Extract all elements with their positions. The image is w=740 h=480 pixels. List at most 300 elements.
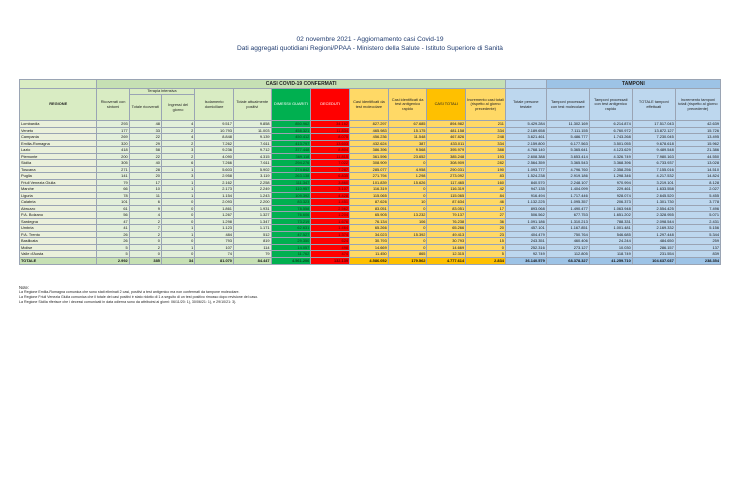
cell-increment: 20 (466, 225, 506, 232)
cell-t-mol: 1.310.213 (546, 218, 589, 225)
cell-region: Piemonte (20, 153, 97, 160)
cell-region: Toscana (20, 166, 97, 173)
cell-t-ant: 1.298.346 (589, 173, 632, 180)
cell-ant: 13.232 (388, 212, 427, 219)
covid-table-wrapper (19, 79, 721, 265)
cell-mol: 65.266 (350, 225, 389, 232)
cell-icu-new: 2 (161, 153, 194, 160)
cell-people-tested: 2.159.800 (505, 140, 546, 147)
cell-t-mol: 4.796.760 (546, 166, 589, 173)
cell-t-incr: 42.639 (675, 121, 720, 128)
cell-home: 107 (195, 244, 234, 251)
notes-title: Note: (19, 285, 30, 290)
cell-mol: 285.077 (350, 166, 389, 173)
covid-table (19, 79, 721, 265)
cell-deaths: 34.162 (311, 121, 350, 128)
cell-region: Puglia (20, 173, 97, 180)
cell-increment: 190 (466, 166, 506, 173)
cell-icu-new: 1 (161, 231, 194, 238)
cell-t-incr: 259 (675, 238, 720, 245)
cell-region: Abruzzo (20, 205, 97, 212)
cell-hosp: 79 (97, 179, 129, 186)
cell-t-mol: 6.177.563 (546, 140, 589, 147)
cell-deaths: 1.451 (311, 199, 350, 206)
cell-icu-new: 2 (161, 127, 194, 134)
cell-total-cases: 273.092 (427, 173, 466, 180)
cell-t-mol: 7.111.155 (546, 127, 589, 134)
cell-recovered: 29.350 (271, 238, 311, 245)
cell-hosp: 305 (97, 160, 129, 167)
cell-total-cases: 115.065 (427, 192, 466, 199)
cell-icu-new: 0 (161, 251, 194, 258)
cell-active: 819 (233, 238, 271, 245)
cell-active: 7.611 (233, 160, 271, 167)
col-total-cases: CASI TOTALI (427, 89, 466, 121)
cell-deaths: 13.603 (311, 140, 350, 147)
cell-t-ant: 928.074 (589, 192, 632, 199)
cell-recovered: 83.323 (271, 199, 311, 206)
cell-t-ant: 788.331 (589, 218, 632, 225)
cell-t-mol: 1.717.446 (546, 192, 589, 199)
cell-t-mol: 3.653.414 (546, 153, 589, 160)
cell-deaths: 8.804 (311, 147, 350, 154)
cell-increment: 282 (466, 160, 506, 167)
cell-deaths: 11.815 (311, 153, 350, 160)
cell-t-total: 9.678.618 (632, 140, 675, 147)
cell-t-ant: 4.326.749 (589, 153, 632, 160)
cell-t-total: 7.155.016 (632, 166, 675, 173)
cell-icu-total: 17 (129, 179, 161, 186)
cell-region: Campania (20, 134, 97, 141)
cell-active: 11.003 (233, 127, 271, 134)
cell-total-cases: 79.137 (427, 212, 466, 219)
cell-increment: 23 (466, 231, 506, 238)
cell-ant: 15.175 (388, 127, 427, 134)
cell-increment: 83 (466, 173, 506, 180)
cell-home: 5.603 (195, 166, 234, 173)
cell-recovered: 47.527 (271, 231, 311, 238)
cell-t-incr: 5.344 (675, 231, 720, 238)
cell-home: 74 (195, 251, 234, 258)
cell-increment: 42 (466, 186, 506, 193)
cell-people-tested: 404.479 (505, 231, 546, 238)
cell-mol: 308.909 (350, 160, 389, 167)
cell-icu-total: 9 (129, 205, 161, 212)
cell-mol: 101.839 (350, 179, 389, 186)
page-subtitle: Dati aggregati quotidiani Regioni/PPAA - Ministero della Salute - Istituto Superiore di Sanità (237, 45, 503, 52)
col-active: Totale attualmente positivi (233, 89, 271, 121)
cell-home: 1.298 (195, 218, 234, 225)
cell-icu-new: 1 (161, 225, 194, 232)
cell-recovered: 377.448 (271, 147, 311, 154)
cell-home: 7.266 (195, 160, 234, 167)
cell-icu-total: 28 (129, 166, 161, 173)
cell-people-tested: 4.768.140 (505, 147, 546, 154)
cell-mol: 115.065 (350, 192, 389, 199)
cell-ant: 0 (388, 244, 427, 251)
cell-people-tested: 893.068 (505, 205, 546, 212)
cell-t-ant: 6.214.874 (589, 121, 632, 128)
col-people-tested: Totale persone testate (505, 89, 546, 121)
cell-t-ant: 3.501.055 (589, 140, 632, 147)
cell-ant: 0 (388, 186, 427, 193)
cell-t-mol: 273.127 (546, 244, 589, 251)
cell-region: Calabria (20, 199, 97, 206)
cell-t-incr: 238.354 (675, 257, 720, 265)
cell-region: Veneto (20, 127, 97, 134)
col-icu-new: Ingressi del giorno (161, 95, 194, 121)
cell-increment: 0 (466, 244, 506, 251)
cell-people-tested: 1.524.238 (505, 173, 546, 180)
cell-region: Lombardia (20, 121, 97, 128)
cell-icu-new: 1 (161, 166, 194, 173)
cell-t-incr: 21.386 (675, 147, 720, 154)
cell-t-mol: 5.365.641 (546, 147, 589, 154)
cell-total-cases: 76.238 (427, 218, 466, 225)
cell-t-mol: 2.919.186 (546, 173, 589, 180)
cell-icu-total: 0 (129, 238, 161, 245)
cell-people-tested: 2.564.359 (505, 160, 546, 167)
cell-ant: 10 (388, 199, 427, 206)
col-icu-group: Terapia intensiva (129, 89, 195, 95)
cell-recovered: 369.118 (271, 153, 311, 160)
cell-recovered: 274.842 (271, 166, 311, 173)
cell-recovered: 11.762 (271, 251, 311, 258)
cell-recovered: 458.321 (271, 127, 311, 134)
col-ant: Casi identificati da test antigenico rapido (388, 89, 427, 121)
cell-deaths: 1.464 (311, 225, 350, 232)
cell-active: 79 (233, 251, 271, 258)
cell-icu-new: 1 (161, 186, 194, 193)
cell-deaths: 4.428 (311, 192, 350, 199)
cell-total-cases: 14.669 (427, 244, 466, 251)
cell-total-cases: 65.266 (427, 225, 466, 232)
cell-total-cases: 433.011 (427, 140, 466, 147)
cell-total-cases: 290.031 (427, 166, 466, 173)
cell-t-total: 9.489.548 (632, 147, 675, 154)
cell-t-incr: 839 (675, 251, 720, 258)
cell-region: Sicilia (20, 160, 97, 167)
notes-section (19, 285, 721, 305)
cell-icu-new: 3 (161, 147, 194, 154)
cell-mol: 4.586.052 (350, 257, 389, 265)
cell-increment: 2.834 (466, 257, 506, 265)
cell-hosp: 320 (97, 140, 129, 147)
cell-deaths: 11.834 (311, 127, 350, 134)
cell-ant: 0 (388, 192, 427, 199)
cell-total-cases: 894.982 (427, 121, 466, 128)
cell-t-incr: 5.156 (675, 225, 720, 232)
cell-mol: 76.134 (350, 218, 389, 225)
cell-recovered: 109.392 (271, 192, 311, 199)
cell-icu-new: 2 (161, 140, 194, 147)
cell-t-mol: 1.490.477 (546, 205, 589, 212)
cell-t-ant: 10.030 (589, 244, 632, 251)
cell-t-total: 231.554 (632, 251, 675, 258)
cell-icu-new: 0 (161, 212, 194, 219)
cell-t-mol: 677.753 (546, 212, 589, 219)
cell-region: Liguria (20, 192, 97, 199)
cell-t-total: 6.733.937 (632, 160, 675, 167)
cell-icu-total: 7 (129, 225, 161, 232)
cell-increment: 46 (466, 199, 506, 206)
cell-t-total: 3.219.101 (632, 179, 675, 186)
cell-hosp: 47 (97, 218, 129, 225)
cell-t-incr: 44.550 (675, 153, 720, 160)
cell-active: 9.858 (233, 121, 271, 128)
cell-t-total: 7.980.163 (632, 153, 675, 160)
cell-icu-total: 40 (129, 160, 161, 167)
cell-t-mol: 2.248.107 (546, 179, 589, 186)
cell-total-cases: 117.465 (427, 179, 466, 186)
cell-t-mol: 1.404.099 (546, 186, 589, 193)
cell-t-total: 2.169.332 (632, 225, 675, 232)
cell-hosp: 66 (97, 186, 129, 193)
cell-hosp: 5 (97, 244, 129, 251)
cell-icu-total: 6 (129, 199, 161, 206)
cell-total-cases: 83.051 (427, 205, 466, 212)
cell-t-incr: 8.128 (675, 179, 720, 186)
cell-home: 2.173 (195, 186, 234, 193)
cell-deaths: 1.676 (311, 218, 350, 225)
col-t-mol: Tamponi processati con test molecolare (546, 89, 589, 121)
cell-t-total: 2.554.425 (632, 205, 675, 212)
cell-mol: 827.297 (350, 121, 389, 128)
cell-mol: 87.626 (350, 199, 389, 206)
cell-t-ant: 2.358.256 (589, 166, 632, 173)
cell-people-tested: 252.316 (505, 244, 546, 251)
cell-mol: 456.236 (350, 134, 389, 141)
cell-people-tested: 2.608.388 (505, 153, 546, 160)
cell-home: 4.090 (195, 153, 234, 160)
cell-t-mol: 68.378.327 (546, 257, 589, 265)
cell-icu-total: 22 (129, 134, 161, 141)
cell-region: Lazio (20, 147, 97, 154)
cell-icu-new: 1 (161, 192, 194, 199)
cell-ant: 4.958 (388, 166, 427, 173)
cell-home: 7.262 (195, 140, 234, 147)
cell-deaths: 3.107 (311, 186, 350, 193)
cell-hosp: 78 (97, 192, 129, 199)
cell-t-ant: 1.001.481 (589, 225, 632, 232)
cell-increment: 211 (466, 121, 506, 128)
cell-mol: 361.596 (350, 153, 389, 160)
col-hosp: Ricoverati con sintomi (97, 89, 129, 121)
cell-icu-new: 1 (161, 179, 194, 186)
cell-deaths: 8.075 (311, 134, 350, 141)
cell-region: TOTALE (20, 257, 97, 265)
section-tests-header: TAMPONI (546, 80, 720, 89)
cell-hosp: 269 (97, 134, 129, 141)
cell-ant: 0 (388, 205, 427, 212)
cell-t-ant: 546.685 (589, 231, 632, 238)
cell-deaths: 6.835 (311, 173, 350, 180)
cell-ant: 387 (388, 140, 427, 147)
cell-active: 1.327 (233, 212, 271, 219)
table-body (20, 121, 721, 265)
note-line: La Regione Emilia-Romagna comunica che sono stati eliminati 2 casi, positivi a test antigenico ma non confermati da tampone molecolare. (19, 290, 240, 294)
cell-mol: 116.319 (350, 186, 389, 193)
cell-deaths: 1.374 (311, 231, 350, 238)
cell-home: 793 (195, 238, 234, 245)
cell-t-incr: 7.496 (675, 205, 720, 212)
cell-t-ant: 24.244 (589, 238, 632, 245)
cell-increment: 388 (466, 147, 506, 154)
cell-mol: 14.669 (350, 244, 389, 251)
cell-people-tested: 3.621.461 (505, 134, 546, 141)
cell-t-mol: 750.764 (546, 231, 589, 238)
cell-ant: 106 (388, 218, 427, 225)
cell-t-total: 1.633.558 (632, 186, 675, 193)
cell-total-cases: 395.979 (427, 147, 466, 154)
cell-deaths: 7.022 (311, 160, 350, 167)
cell-t-incr: 14.824 (675, 173, 720, 180)
cell-people-tested: 947.135 (505, 186, 546, 193)
cell-t-incr: 2.027 (675, 186, 720, 193)
cell-increment: 334 (466, 127, 506, 134)
cell-active: 4.315 (233, 153, 271, 160)
cell-t-mol: 11.302.169 (546, 121, 589, 128)
cell-home: 1.267 (195, 212, 234, 219)
cell-t-ant: 4.123.629 (589, 147, 632, 154)
cell-hosp: 101 (97, 199, 129, 206)
section-cases-header: CASI COVID-19 CONFERMATI (97, 80, 506, 89)
cell-t-total: 286.157 (632, 244, 675, 251)
cell-icu-new: 34 (161, 257, 194, 265)
cell-region: Marche (20, 186, 97, 193)
cell-recovered: 294.276 (271, 160, 311, 167)
cell-people-tested: 1.091.186 (505, 218, 546, 225)
cell-t-mol: 1.095.357 (546, 199, 589, 206)
cell-region: Sardegna (20, 218, 97, 225)
cell-home: 9.236 (195, 147, 234, 154)
cell-people-tested: 506.562 (505, 212, 546, 219)
cell-t-total: 2.645.520 (632, 192, 675, 199)
cell-active: 9.712 (233, 147, 271, 154)
cell-home: 10.793 (195, 127, 234, 134)
cell-home: 484 (195, 231, 234, 238)
cell-icu-total: 4 (129, 212, 161, 219)
cell-mol: 465.983 (350, 127, 389, 134)
col-region: REGIONE (20, 89, 97, 121)
cell-home: 9.517 (195, 121, 234, 128)
cell-icu-total: 10 (129, 186, 161, 193)
header-spacer (20, 80, 97, 89)
cell-icu-new: 0 (161, 238, 194, 245)
cell-t-incr: 14.510 (675, 166, 720, 173)
cell-increment: 15 (466, 238, 506, 245)
cell-t-incr: 13.028 (675, 160, 720, 167)
cell-active: 2.258 (233, 179, 271, 186)
cell-icu-total: 58 (129, 147, 161, 154)
cell-active: 2.249 (233, 186, 271, 193)
note-line: La Regione Friuli Venezia Giulia comunica che il totale dei casi positivi è stato ridotto di 1 a seguito di un test positivo rimosso dopo revisione del caso. (19, 295, 259, 299)
cell-icu-total: 385 (129, 257, 161, 265)
cell-region: Friuli Venezia Giulia (20, 179, 97, 186)
cell-active: 1.931 (233, 205, 271, 212)
cell-recovered: 413.797 (271, 140, 311, 147)
cell-mol: 11.450 (350, 251, 389, 258)
cell-hosp: 418 (97, 147, 129, 154)
cell-hosp: 56 (97, 212, 129, 219)
cell-t-incr: 137 (675, 244, 720, 251)
col-t-total: TOTALE tamponi effettuati (632, 89, 675, 121)
cell-hosp: 26 (97, 238, 129, 245)
cell-recovered: 450.412 (271, 134, 311, 141)
cell-icu-total: 2 (129, 231, 161, 238)
cell-region: Emilia-Romagna (20, 140, 97, 147)
cell-t-incr: 13.495 (675, 134, 720, 141)
cell-home: 1.861 (195, 205, 234, 212)
cell-deaths: 2.562 (311, 205, 350, 212)
cell-total-cases: 87.634 (427, 199, 466, 206)
cell-recovered: 111.347 (271, 179, 311, 186)
cell-icu-total: 22 (129, 153, 161, 160)
header-spacer-tests (505, 80, 546, 89)
cell-ant: 865 (388, 251, 427, 258)
cell-people-tested: 916.494 (505, 192, 546, 199)
cell-ant: 11.548 (388, 134, 427, 141)
cell-people-tested: 5.429.284 (505, 121, 546, 128)
cell-total-cases: 385.248 (427, 153, 466, 160)
cell-recovered: 73.219 (271, 218, 311, 225)
cell-icu-total: 2 (129, 244, 161, 251)
col-t-incr: Incremento tamponi totali (rispetto al giorno precedente) (675, 89, 720, 121)
cell-region: Valle d'Aosta (20, 251, 97, 258)
cell-t-total: 484.650 (632, 238, 675, 245)
cell-t-total: 4.217.532 (632, 173, 675, 180)
cell-hosp: 41 (97, 225, 129, 232)
cell-icu-total: 48 (129, 121, 161, 128)
cell-icu-total: 2 (129, 218, 161, 225)
cell-t-incr: 15.726 (675, 127, 720, 134)
col-deaths: DECEDUTI (311, 89, 350, 121)
cell-mol: 34.023 (350, 231, 389, 238)
cell-t-mol: 1.167.851 (546, 225, 589, 232)
cell-deaths: 474 (311, 251, 350, 258)
cell-total-cases: 4.777.614 (427, 257, 466, 265)
cell-people-tested: 36.140.579 (505, 257, 546, 265)
cell-active: 9.139 (233, 134, 271, 141)
cell-icu-total: 20 (129, 173, 161, 180)
cell-icu-new: 0 (161, 205, 194, 212)
cell-people-tested: 243.351 (505, 238, 546, 245)
cell-increment: 17 (466, 205, 506, 212)
cell-deaths: 132.139 (311, 257, 350, 265)
cell-ant: 179.562 (388, 257, 427, 265)
cell-active: 2.200 (233, 199, 271, 206)
cell-t-total: 1.297.448 (632, 231, 675, 238)
cell-hosp: 141 (97, 173, 129, 180)
cell-increment: 5 (466, 251, 506, 258)
cell-region: Molise (20, 244, 97, 251)
col-home: Isolamento domiciliare (195, 89, 234, 121)
cell-people-tested: 1.132.225 (505, 199, 546, 206)
cell-increment: 193 (466, 153, 506, 160)
cell-people-tested: 840.570 (505, 179, 546, 186)
cell-icu-new: 3 (161, 173, 194, 180)
cell-recovered: 62.631 (271, 225, 311, 232)
cell-active: 1.347 (233, 218, 271, 225)
cell-mol: 386.396 (350, 147, 389, 154)
cell-t-mol: 3.365.543 (546, 160, 589, 167)
cell-increment: 36 (466, 218, 506, 225)
cell-mol: 83.051 (350, 205, 389, 212)
cell-t-ant: 3.368.396 (589, 160, 632, 167)
cell-t-total: 2.098.544 (632, 218, 675, 225)
cell-t-ant: 41.259.710 (589, 257, 632, 265)
cell-recovered: 14.057 (271, 244, 311, 251)
